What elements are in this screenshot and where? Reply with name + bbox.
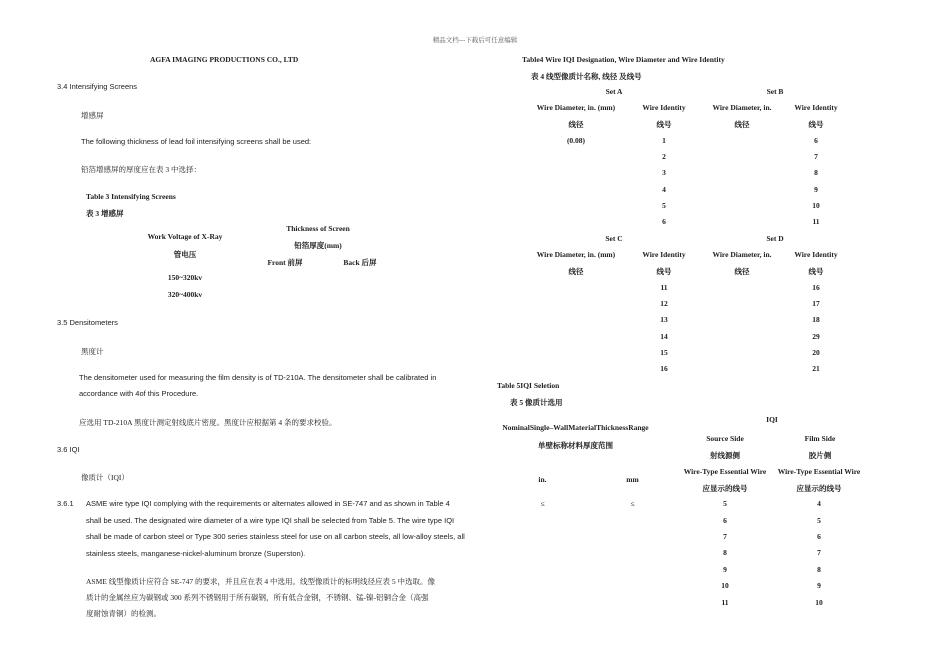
set-b-identity: 9 (814, 185, 818, 194)
table3-col-voltage: Work Voltage of X-Ray (147, 232, 223, 241)
table5-source-value: 6 (723, 516, 727, 525)
set-c-identity: 12 (660, 299, 668, 308)
set-a-col-diameter-cn: 线径 (568, 120, 584, 129)
table4-title: Table4 Wire IQI Designation, Wire Diameter and Wire Identity (522, 55, 725, 64)
table3-back: Back 后屏 (343, 258, 377, 267)
table3-row: 320~400kv (167, 290, 203, 299)
table3-col-thickness-cn: 铅箔厚度(mm) (294, 241, 342, 250)
table3-row: 150~320kv (167, 273, 203, 282)
set-d-identity: 29 (812, 332, 820, 341)
set-c-col-diameter: Wire Diameter, in. (mm) (536, 250, 616, 259)
section-3-5-text-line2: accordance with 4of this Procedure. (79, 389, 199, 398)
section-3-5-heading: 3.5 Densitometers (57, 318, 118, 327)
set-a-identity: 3 (662, 168, 666, 177)
set-a-col-diameter: Wire Diameter, in. (mm) (536, 103, 616, 112)
set-d-identity: 18 (812, 315, 820, 324)
set-b-col-identity: Wire Identity (794, 103, 838, 112)
table5-mm-le: ≤ (630, 499, 635, 508)
table3-title-cn: 表 3 增感屏 (86, 209, 124, 218)
set-a-identity: 2 (662, 152, 666, 161)
set-a-identity: 5 (662, 201, 666, 210)
header-note: 精品文档---下载后可任意编辑 (432, 37, 518, 44)
section-3-6-1-number: 3.6.1 (57, 499, 74, 508)
table5-source-side: Source Side (706, 434, 744, 443)
section-3-4-heading-cn: 增感屏 (81, 111, 104, 120)
table5-source-value: 9 (723, 565, 727, 574)
set-d-col-identity-cn: 线号 (808, 267, 824, 276)
table4-title-cn: 表 4 线型像质计名称, 线径 及线号 (531, 72, 642, 81)
set-c-col-identity-cn: 线号 (656, 267, 672, 276)
table5-film-value: 10 (815, 598, 823, 607)
set-b-identity: 7 (814, 152, 818, 161)
set-d-identity: 16 (812, 283, 820, 292)
table5-source-value: 11 (721, 598, 729, 607)
set-b-identity: 8 (814, 168, 818, 177)
table5-film-value: 5 (817, 516, 821, 525)
table5-nominal-header: NominalSingle–WallMaterialThicknessRange (502, 423, 649, 432)
set-c-identity: 16 (660, 364, 668, 373)
set-d-col-diameter: Wire Diameter, in. (712, 250, 772, 259)
section-3-6-1-line1: ASME wire type IQI complying with the requirements or alternates allowed in SE-747 and as shown in Table 4 (86, 499, 450, 508)
table5-nominal-header-cn: 单壁标称材料厚度范围 (538, 441, 613, 450)
section-3-6-1-cn-line1: ASME 线型像质计应符合 SE-747 的要求，并且应在表 4 中选用。线型像质计的标明线径应表 5 中选取。像 (86, 577, 435, 586)
set-b-identity: 11 (812, 217, 820, 226)
table5-col-mm: mm (626, 475, 639, 484)
table5-film-value: 7 (817, 548, 821, 557)
set-d-col-diameter-cn: 线径 (734, 267, 750, 276)
table5-film-value: 8 (817, 565, 821, 574)
table5-source-essential-cn: 应显示的线号 (702, 484, 748, 493)
set-d-identity: 21 (812, 364, 820, 373)
section-3-5-heading-cn: 黑度计 (81, 347, 104, 356)
set-c-col-identity: Wire Identity (642, 250, 686, 259)
table5-source-value: 5 (723, 499, 727, 508)
table5-film-value: 4 (817, 499, 821, 508)
table3-col-thickness: Thickness of Screen (286, 224, 350, 233)
set-c-col-diameter-cn: 线径 (568, 267, 584, 276)
table5-source-value: 8 (723, 548, 727, 557)
set-a-identity: 6 (662, 217, 666, 226)
table3-col-voltage-cn: 管电压 (173, 250, 197, 259)
set-d-identity: 20 (812, 348, 820, 357)
section-3-6-1-line3: shall be made of carbon steel or Type 300 series stainless steel for use on all carbon steels, all low-alloy steels, all (86, 532, 465, 541)
table5-film-essential: Wire-Type Essential Wire (777, 467, 861, 476)
set-a-identity: 1 (662, 136, 666, 145)
set-a-col-identity-cn: 线号 (656, 120, 672, 129)
table5-source-side-cn: 射线源侧 (710, 451, 740, 460)
table5-film-essential-cn: 应显示的线号 (796, 484, 842, 493)
section-3-4-text-cn: 铅箔增感屏的厚度应在表 3 中选择： (81, 165, 201, 174)
set-d-identity: 17 (812, 299, 820, 308)
table5-film-side: Film Side (804, 434, 836, 443)
set-c-label: Set C (605, 234, 623, 243)
table3-title: Table 3 Intensifying Screens (86, 192, 176, 201)
table5-iqi-header: IQI (766, 415, 778, 424)
set-d-col-identity: Wire Identity (794, 250, 838, 259)
set-a-identity: 4 (662, 185, 666, 194)
set-b-label: Set B (766, 87, 784, 96)
table5-title: Table 5IQI Seletion (497, 381, 560, 390)
table5-film-value: 6 (817, 532, 821, 541)
section-3-6-heading: 3.6 IQI (57, 445, 80, 454)
table5-source-value: 10 (721, 581, 729, 590)
set-a-label: Set A (605, 87, 623, 96)
section-3-6-heading-cn: 像质计（IQI） (81, 473, 129, 482)
set-c-identity: 15 (660, 348, 668, 357)
set-b-col-identity-cn: 线号 (808, 120, 824, 129)
table5-col-in: in. (538, 475, 547, 484)
section-3-6-1-line4: stainless steels, manganese-nickel-aluminum bronze (Superston). (86, 549, 306, 558)
table5-title-cn: 表 5 像质计选用 (510, 398, 563, 407)
section-3-4-heading: 3.4 Intensifying Screens (57, 82, 138, 91)
section-3-4-text: The following thickness of lead foil intensifying screens shall be used: (81, 137, 312, 146)
table5-film-value: 9 (817, 581, 821, 590)
set-b-identity: 10 (812, 201, 820, 210)
set-c-identity: 11 (660, 283, 668, 292)
set-c-identity: 14 (660, 332, 668, 341)
table3-front: Front 前屏 (267, 258, 303, 267)
table5-source-value: 7 (723, 532, 727, 541)
set-b-identity: 6 (814, 136, 818, 145)
table5-source-essential: Wire-Type Essential Wire (683, 467, 767, 476)
section-3-6-1-line2: shall be used. The designated wire diameter of a wire type IQI shall be selected from Table 5. The wire type IQI (86, 516, 455, 525)
set-c-identity: 13 (660, 315, 668, 324)
set-b-col-diameter-cn: 线径 (734, 120, 750, 129)
section-3-6-1-cn-line2: 质计的金属丝应为碳钢或 300 系列不锈钢用于所有碳钢，所有低合金钢，不锈钢、锰-镍-铝铜合金（高强 (86, 593, 429, 602)
set-d-label: Set D (766, 234, 784, 243)
section-3-6-1-cn-line3: 度耐蚀青铜）的检测。 (86, 609, 161, 618)
table5-in-le: ≤ (540, 499, 545, 508)
set-a-diameter-value: (0.08) (566, 136, 586, 145)
company-name: AGFA IMAGING PRODUCTIONS CO., LTD (150, 55, 299, 64)
set-b-col-diameter: Wire Diameter, in. (712, 103, 772, 112)
section-3-5-text-cn: 应选用 TD-210A 黑度计测定射线底片密度。黑度计应根据第 4 条的要求校验。 (79, 418, 337, 427)
section-3-5-text-line1: The densitometer used for measuring the film density is of TD-210A. The densitometer shall be calibrated in (79, 373, 437, 382)
table5-film-side-cn: 胶片侧 (808, 451, 832, 460)
set-a-col-identity: Wire Identity (642, 103, 686, 112)
